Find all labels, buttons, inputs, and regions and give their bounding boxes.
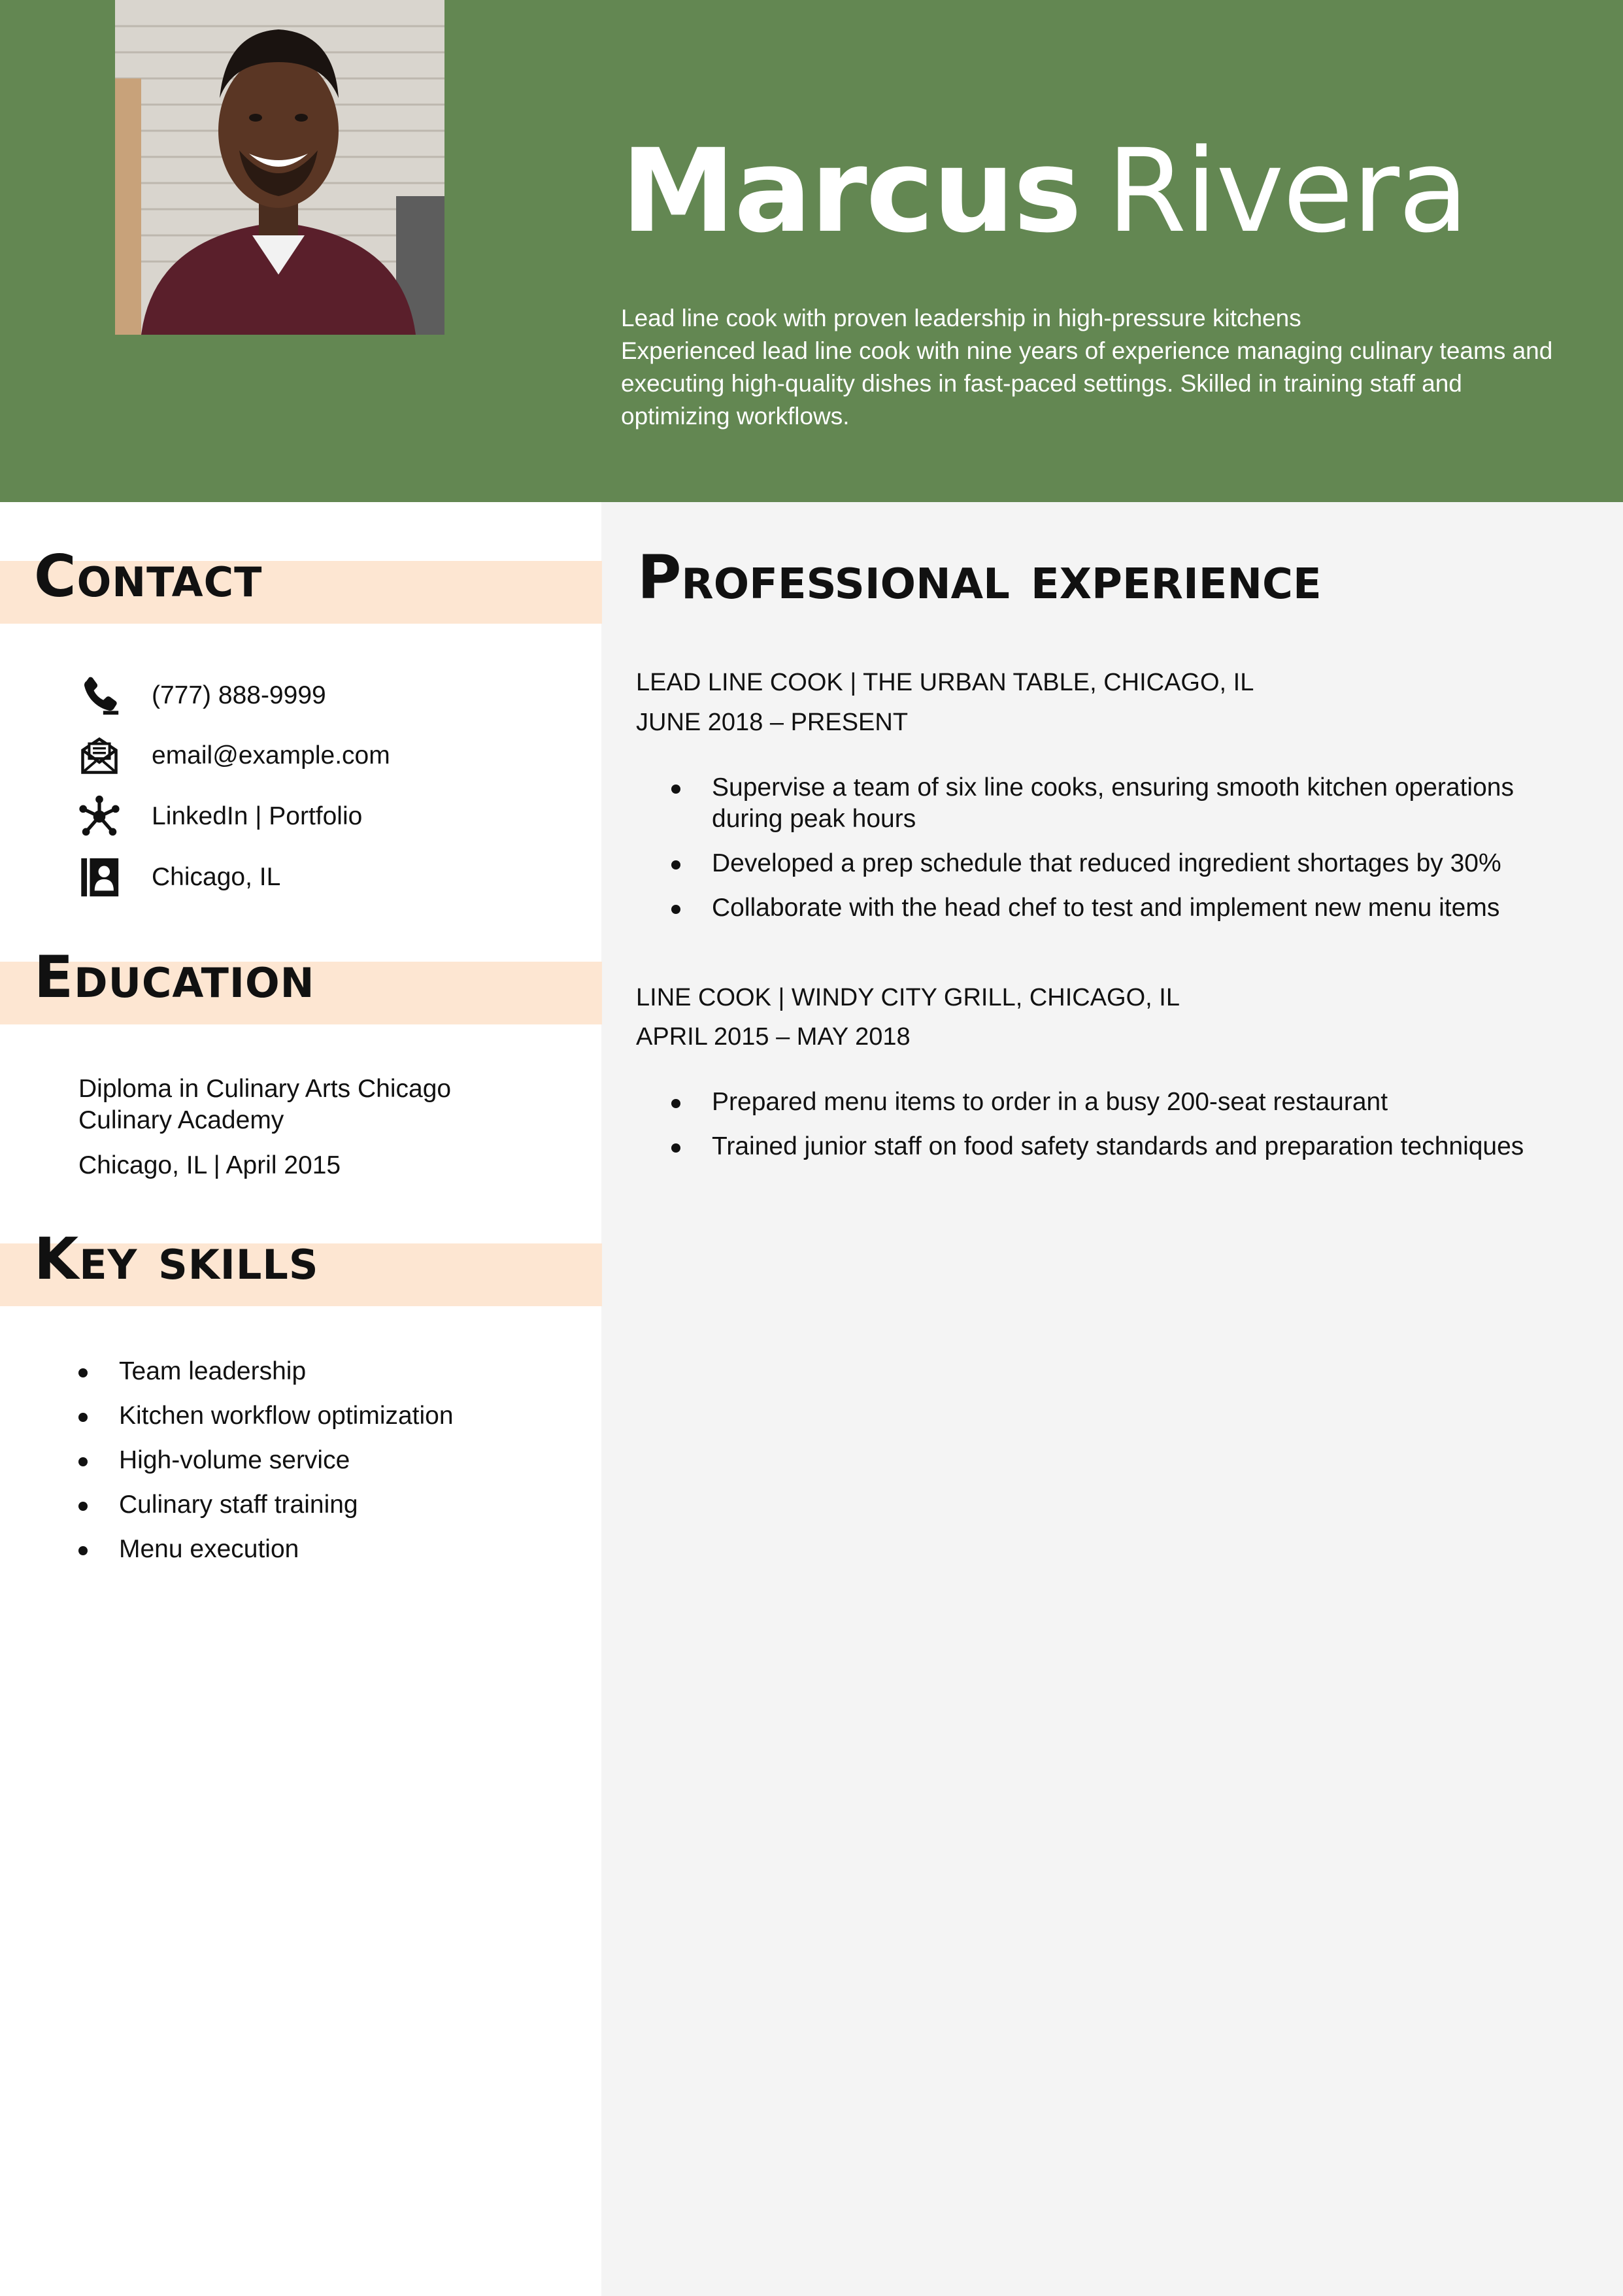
address-book-icon (76, 854, 123, 901)
contact-email (76, 732, 390, 779)
list-item: Supervise a team of six line cooks, ensuring smooth kitchen operations during peak hours (712, 772, 1581, 835)
email-text: email@example.com (152, 741, 390, 769)
envelope-icon (76, 732, 123, 779)
summary-text: Experienced lead line cook with nine years of experience managing culinary teams and executing high-quality dishes in fast-paced settings. Skilled in training staff and optimizing workflows. (621, 337, 1553, 430)
right-column (601, 502, 1623, 2296)
skills-list (119, 1356, 454, 1578)
contact-title: Contact (34, 543, 263, 610)
headline: Lead line cook with proven leadership in high-pressure kitchens (621, 305, 1301, 331)
list-item: High-volume service (119, 1445, 454, 1489)
list-item: Menu execution (119, 1534, 454, 1578)
location-text: Chicago, IL (152, 863, 281, 891)
list-item: Team leadership (119, 1356, 454, 1400)
network-icon (76, 793, 123, 840)
list-item: Trained junior staff on food safety standards and preparation techniques (712, 1131, 1581, 1162)
experience-title: Professional experience (637, 543, 1322, 613)
education-title: Education (34, 943, 315, 1011)
job-1-dates: JUNE 2018 – PRESENT (636, 709, 909, 736)
candidate-name (621, 124, 1467, 258)
list-item: Collaborate with the head chef to test and implement new menu items (712, 892, 1581, 924)
list-item: Developed a prep schedule that reduced ingredient shortages by 30% (712, 848, 1581, 879)
list-item: Prepared menu items to order in a busy 200-seat restaurant (712, 1087, 1581, 1118)
last-name: Rivera (1107, 124, 1467, 258)
list-item: Culinary staff training (119, 1489, 454, 1534)
profile-photo (115, 0, 444, 335)
job-1-bullets (712, 772, 1581, 937)
first-name: Marcus (621, 124, 1081, 258)
links-text: LinkedIn | Portfolio (152, 802, 363, 830)
summary-block (621, 302, 1575, 433)
phone-text: (777) 888-9999 (152, 681, 326, 709)
education-location-date: Chicago, IL | April 2015 (78, 1151, 341, 1179)
profile-photo-illustration (115, 0, 444, 335)
contact-location (76, 854, 280, 901)
header-banner (0, 0, 1623, 502)
job-2-dates: APRIL 2015 – MAY 2018 (636, 1023, 911, 1051)
job-1-role: LEAD LINE COOK | THE URBAN TABLE, CHICAGO, IL (636, 669, 1254, 696)
contact-links (76, 793, 362, 840)
list-item: Kitchen workflow optimization (119, 1400, 454, 1445)
phone-icon (76, 672, 123, 719)
education-degree: Diploma in Culinary Arts Chicago Culinary Academy (78, 1075, 452, 1134)
skills-title: Key skills (34, 1225, 319, 1292)
contact-phone (76, 672, 326, 719)
job-2-bullets (712, 1087, 1581, 1175)
job-2-role: LINE COOK | WINDY CITY GRILL, CHICAGO, IL (636, 984, 1180, 1011)
